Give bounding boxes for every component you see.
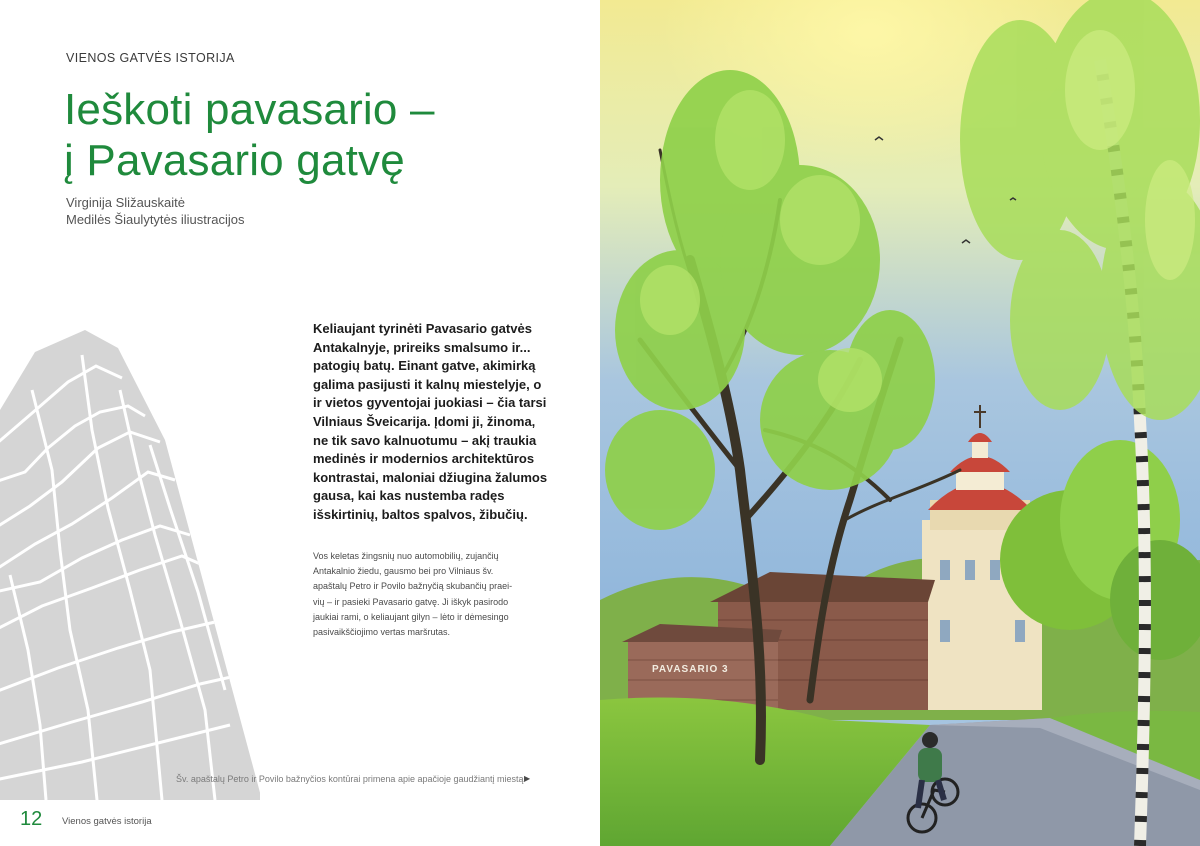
lead-line: medinės ir modernios architektūros xyxy=(313,451,535,467)
right-page xyxy=(600,0,1200,846)
author-name: Virginija Sližauskaitė xyxy=(66,195,185,210)
lead-line: išskirtinių, baltos spalvos, žibučių. xyxy=(313,506,528,522)
lead-line: ir vietos gyventojai juokiasi – čia tarsi xyxy=(313,395,547,411)
title-line: Ieškoti pavasario – xyxy=(64,85,435,134)
title-line: į Pavasario gatvę xyxy=(64,136,405,185)
street-map-illustration xyxy=(0,330,260,800)
illustrator-credit: Medilės Šiaulytytės iliustracijos xyxy=(66,212,245,227)
street-illustration xyxy=(600,0,1200,846)
body-line: pasivaikščiojimo vertas maršrutas. xyxy=(313,627,451,638)
lead-line: gausa, kai kas nustemba radęs xyxy=(313,488,505,504)
lead-line: Vilniaus Šveicarija. Įdomi ji, žinoma, xyxy=(313,413,536,429)
lead-line: Keliaujant tyrinėti Pavasario gatvės xyxy=(313,321,532,336)
byline xyxy=(66,194,244,228)
page-number: 12 xyxy=(20,808,43,830)
running-footer: Vienos gatvės istorija xyxy=(62,816,152,827)
illustration-caption: Šv. apaštalų Petro ir Povilo bažnyčios kontūrai primena apie apačioje gaudžiantį miestą xyxy=(176,774,524,784)
section-label: VIENOS GATVĖS ISTORIJA xyxy=(66,51,235,65)
body-line: Vos keletas žingsnių nuo automobilių, zujančių xyxy=(313,551,499,561)
body-line: vių – ir pasieki Pavasario gatvę. Ji iškyk pasirodo xyxy=(313,596,509,607)
body-line: apaštalų Petro ir Povilo bažnyčią skubančių praei- xyxy=(313,581,513,592)
street-sign: PAVASARIO 3 xyxy=(652,664,729,675)
lead-line: Antakalnyje, prireiks smalsumo ir... xyxy=(313,339,531,355)
body-paragraph xyxy=(313,549,535,640)
lead-line: kontrastai, maloniai džiugina žalumos xyxy=(313,469,548,485)
lead-line: patogių batų. Einant gatve, akimirką xyxy=(313,358,536,374)
body-line: jaukiai rami, o keliaujant gilyn – lėto ir dėmesingo xyxy=(313,611,509,622)
lead-line: ne tik savo kalnuotumu – akį traukia xyxy=(313,432,537,448)
body-line: Antakalnio žiedu, gausmo bei pro Vilniaus šv. xyxy=(313,566,494,577)
lead-paragraph xyxy=(313,320,548,525)
lead-line: galima pasijusti it kalnų miestelyje, o xyxy=(313,376,542,392)
article-title xyxy=(64,84,435,186)
triangle-right-icon: ▶ xyxy=(524,774,531,783)
